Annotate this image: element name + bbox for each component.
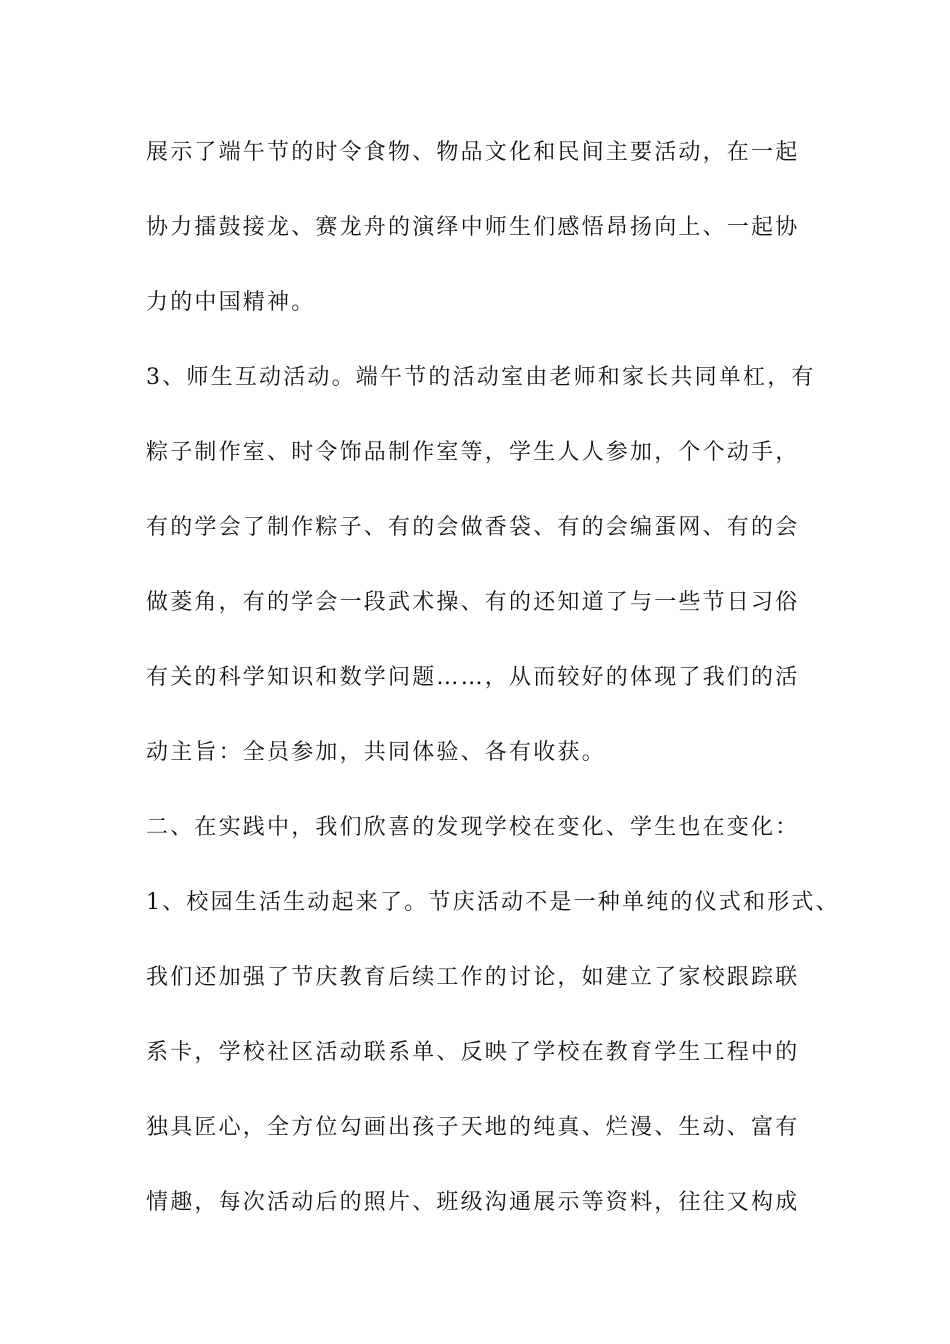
text-line: 二、在实践中，我们欣喜的发现学校在变化、学生也在变化： xyxy=(146,815,800,840)
text-line: 情趣，每次活动后的照片、班级沟通展示等资料，往往又构成 xyxy=(146,1190,800,1215)
text-line: 系卡，学校社区活动联系单、反映了学校在教育学生工程中的 xyxy=(146,1040,800,1065)
text-line: 协力擂鼓接龙、赛龙舟的演绎中师生们感悟昂扬向上、一起协 xyxy=(146,215,800,240)
text-line: 我们还加强了节庆教育后续工作的讨论，如建立了家校跟踪联 xyxy=(146,965,800,990)
text-line: 力的中国精神。 xyxy=(146,290,316,315)
text-line: 有关的科学知识和数学问题……，从而较好的体现了我们的活 xyxy=(146,665,800,690)
text-line: 动主旨：全员参加，共同体验、各有收获。 xyxy=(146,740,606,765)
text-line: 展示了端午节的时令食物、物品文化和民间主要活动，在一起 xyxy=(146,140,800,165)
text-line: 1、校园生活生动起来了。节庆活动不是一种单纯的仪式和形式、 xyxy=(146,890,840,915)
text-line: 粽子制作室、时令饰品制作室等，学生人人参加，个个动手， xyxy=(146,440,800,465)
body-text xyxy=(146,131,840,1256)
text-line: 独具匠心，全方位勾画出孩子天地的纯真、烂漫、生动、富有 xyxy=(146,1115,800,1140)
text-line: 做菱角，有的学会一段武术操、有的还知道了与一些节日习俗 xyxy=(146,590,800,615)
text-line: 有的学会了制作粽子、有的会做香袋、有的会编蛋网、有的会 xyxy=(146,515,800,540)
text-line: 3、师生互动活动。端午节的活动室由老师和家长共同单杠，有 xyxy=(146,365,816,390)
